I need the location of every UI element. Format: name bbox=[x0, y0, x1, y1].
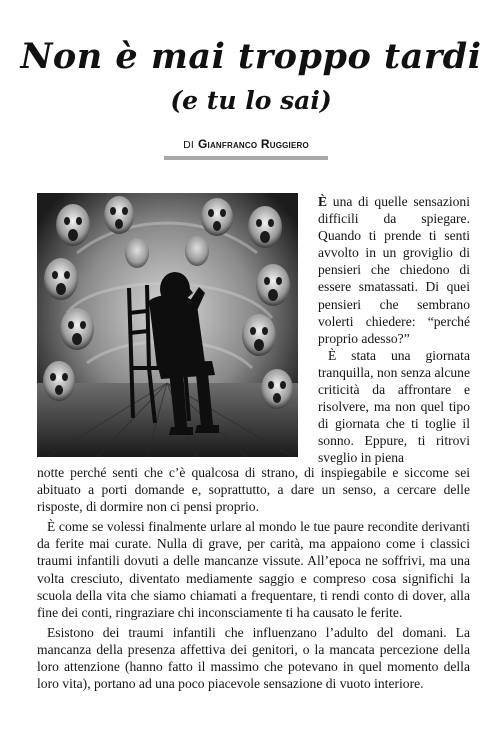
paragraph-1 bbox=[318, 193, 470, 347]
paragraph-2-continued: notte perché senti che c’è qualcosa di strano, di inspiegabile e siccome sei abituato a porti domande e, soprattutto, a dare un senso, a cercare delle risposte, di dormire non ci pensi proprio. bbox=[37, 465, 470, 515]
article-illustration bbox=[37, 193, 298, 457]
illustration-man-with-faces-icon bbox=[37, 193, 298, 457]
paragraph-2-start: È stata una giornata tranquilla, non senza alcune criticità da affrontare e risolvere, ma non quel tipo di giornata che ti toglie il sonno. Eppure, ti ritrovi sveglio in piena bbox=[318, 347, 470, 466]
text-full-width bbox=[37, 464, 470, 692]
article-title: Non è mai troppo tardi bbox=[20, 36, 482, 77]
text-column-right bbox=[318, 193, 470, 467]
paragraph-4: Esistono dei traumi infantili che influenzano l’adulto del domani. La mancanza della presenza affettiva dei genitori, o la mancata percezione della loro attenzione (hanno fatto il massimo che potevano in quel momento della loro vita), portano ad una poco piacevole sensazione di vuoto interiore. bbox=[37, 624, 470, 692]
paragraph-1-text: una di quelle sensazioni difficili da spiegare. Quando ti prende ti senti avvolto in un groviglio di pensieri che chiedono di essere smatassati. Di quei pensieri che sembrano volerti chiedere: “perché proprio adesso?” bbox=[318, 194, 470, 346]
byline-prefix: DI bbox=[183, 139, 194, 151]
author-name: Gianfranco Ruggiero bbox=[197, 137, 309, 151]
article-subtitle: (e tu lo sai) bbox=[170, 86, 332, 115]
byline bbox=[164, 137, 328, 160]
initial-letter: È bbox=[318, 194, 328, 209]
paragraph-3: È come se volessi finalmente urlare al mondo le tue paure recondite derivanti da ferite mai curate. Nulla di grave, per carità, ma appaiono come i classici traumi infantili dovuti a delle mancanze vissute. All’epoca ne soffrivi, ma una volta cresciuto, diventato mediamente saggio e compreso cosa significhi la scuola della vita che siamo chiamati a frequentare, ti rendi conto di dover, alla fine dei conti, ringraziare chi inconsciamente ti ha causato le ferite. bbox=[37, 519, 470, 620]
